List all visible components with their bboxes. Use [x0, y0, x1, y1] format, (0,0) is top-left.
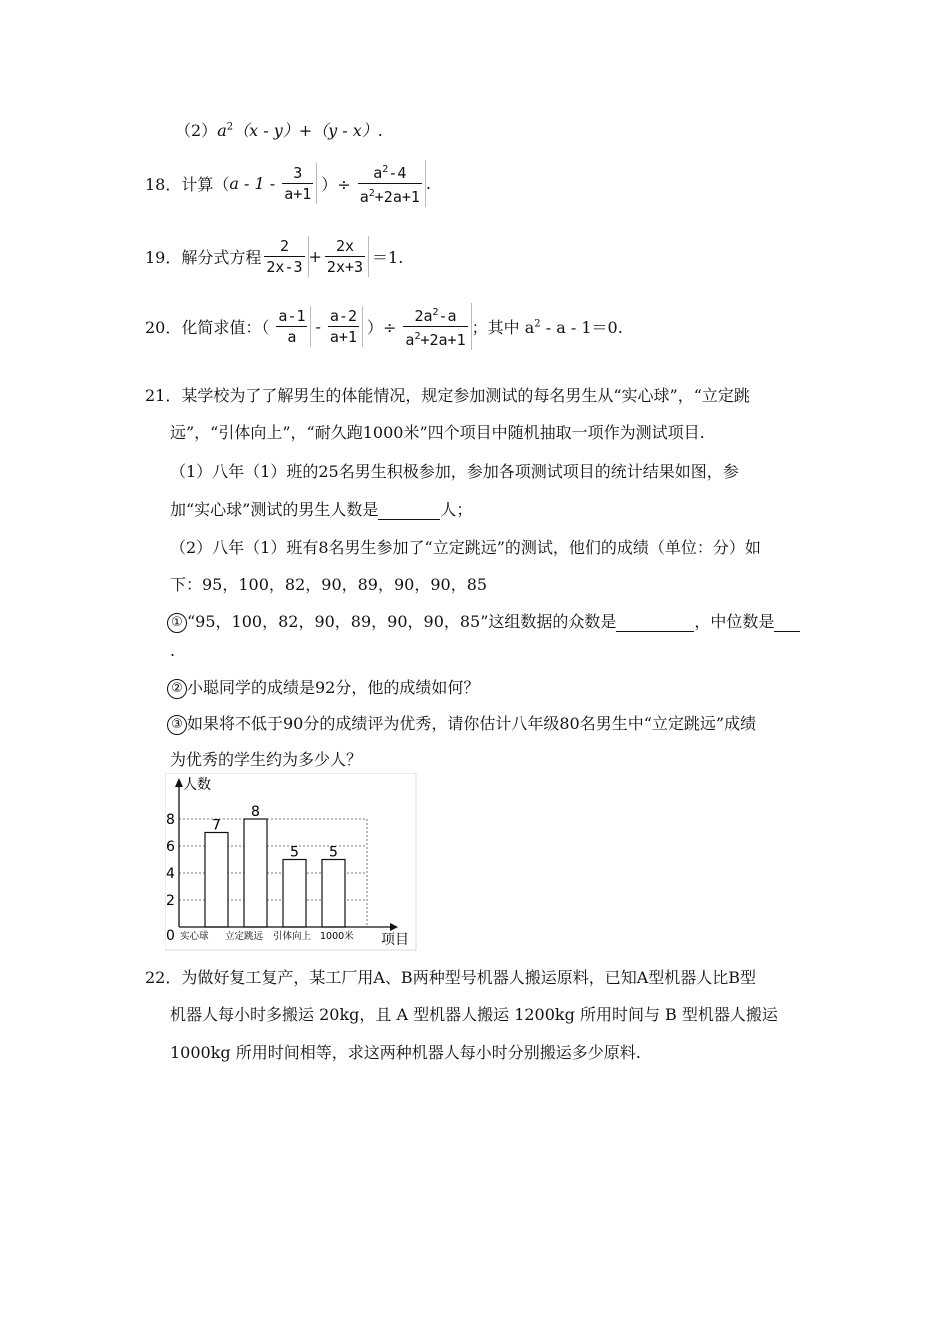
q20-label: 化简求值：（ [181, 318, 270, 337]
x-category-label: 引体向上 [273, 931, 312, 942]
q18-f1-denominator: a+1 [284, 185, 312, 203]
q18-f2-numerator: $a^2-4$ [373, 164, 407, 182]
bar-value-label: 8 [251, 804, 260, 820]
q20-fraction-1 [273, 306, 311, 347]
q18-label: 计算（ [181, 175, 230, 194]
q19-f1-numerator: 2 [279, 237, 289, 255]
q21-line-8: . [170, 641, 176, 660]
q22-line-2: 机器人每小时多搬运 20kg，且 A 型机器人搬运 1200kg 所用时间与 B 型机器人搬运 [170, 1005, 778, 1024]
bar-chart [165, 773, 417, 951]
q21-line-4: 加“实心球”测试的男生人数是 人； [170, 500, 473, 519]
q20-number: 20． [145, 318, 182, 337]
q21-circle-1: ① [167, 613, 187, 633]
bar-3 [322, 860, 345, 928]
q19-plus: + [308, 247, 322, 266]
q21-line-1: 21．某学校为了了解男生的体能情况，规定参加测试的每名男生从“实心球”，“立定跳 [145, 386, 750, 405]
bar-0 [205, 833, 228, 928]
q19-fraction-2 [322, 236, 369, 277]
q17-var-a: a [217, 121, 227, 140]
q21-number: 21． [145, 386, 182, 405]
bar-value-label: 5 [329, 844, 338, 861]
q21-blank-mode[interactable] [616, 612, 694, 632]
q20-minus: - [315, 317, 321, 336]
q19-end: ＝1. [372, 248, 404, 267]
y-tick-label: 2 [166, 893, 175, 909]
q20-fraction-3 [400, 303, 471, 350]
q18-f1-numerator: 3 [293, 164, 303, 182]
question-20 [145, 303, 623, 350]
q21-line-5: （2）八年（1）班有8名男生参加了“立定跳远”的测试，他们的成绩（单位：分）如 [170, 538, 761, 557]
y-tick-label: 6 [166, 839, 175, 855]
y-tick-label: 0 [166, 928, 175, 944]
bar-chart-svg [165, 773, 417, 951]
q21-line-2: 远”，“引体向上”，“耐久跑1000米”四个项目中随机抽取一项作为测试项目. [170, 423, 705, 442]
q20-f2-numerator: a-2 [329, 307, 357, 325]
q18-number: 18． [145, 175, 182, 194]
question-22 [145, 965, 825, 1085]
q21-blank-1[interactable] [378, 500, 440, 520]
bar-1 [244, 819, 267, 927]
bar-2 [283, 860, 306, 928]
q21-circle-2: ② [167, 679, 187, 699]
x-axis-label: 项目 [381, 932, 409, 948]
q17-exponent: 2 [226, 121, 234, 133]
q22-line-3: 1000kg 所用时间相等，求这两种机器人每小时分别搬运多少原料. [170, 1043, 641, 1062]
q19-number: 19． [145, 248, 182, 267]
q19-fraction-1 [261, 236, 308, 277]
q20-f1-numerator: a-1 [278, 307, 306, 325]
x-category-label: 立定跳远 [225, 931, 264, 942]
question-21 [145, 383, 825, 769]
q18-fraction-2 [355, 160, 426, 207]
q21-line-3: （1）八年（1）班的25名男生积极参加，参加各项测试项目的统计结果如图，参 [170, 462, 739, 481]
q20-f1-denominator: a [287, 328, 297, 346]
question-19 [145, 236, 403, 277]
x-category-label: 实心球 [180, 931, 209, 942]
q18-fraction-1 [279, 163, 317, 204]
q19-f2-denominator: 2x+3 [326, 258, 364, 276]
y-tick-label: 8 [166, 812, 175, 828]
q17-part2 [175, 118, 383, 141]
q20-divide: ）÷ [366, 318, 397, 337]
q20-fraction-2 [325, 306, 363, 347]
bar-value-label: 5 [290, 844, 299, 861]
y-tick-label: 4 [166, 866, 175, 882]
bar-value-label: 7 [212, 817, 221, 834]
y-axis-label: 人数 [183, 777, 211, 793]
q20-f3-denominator: $a^2+2a+1$ [405, 331, 466, 349]
q19-f2-numerator: 2x [335, 237, 355, 255]
q20-f3-numerator: $2a^2-a$ [414, 307, 457, 325]
q17-expression: （x - y）+（y - x）. [233, 121, 383, 140]
q18-end: . [425, 174, 432, 193]
q18-divide: ）÷ [321, 175, 351, 194]
q19-f1-denominator: 2x-3 [266, 258, 303, 276]
q20-f2-denominator: a+1 [329, 328, 357, 346]
q19-label: 解分式方程 [181, 248, 262, 267]
q18-expr-a: a - 1 - [229, 174, 276, 193]
q21-line-11: 为优秀的学生约为多少人？ [170, 750, 363, 769]
q21-circle-3: ③ [167, 715, 187, 735]
x-category-label: 1000米 [320, 931, 354, 942]
question-18 [145, 160, 431, 207]
q21-sub-1: ① “95，100，82，90，89，90，90，85”这组数据的众数是 ，中位数是 [167, 609, 800, 633]
q20-condition: ；其中 $a^2 - a - 1=0$. [471, 318, 623, 337]
q21-sub-2: ② 小聪同学的成绩是92分，他的成绩如何？ [167, 675, 479, 699]
q21-sub-3: ③ 如果将不低于90分的成绩评为优秀，请你估计八年级80名男生中“立定跳远”成绩 [167, 711, 756, 735]
q21-line-6: 下：95，100，82，90，89，90，90，85 [170, 575, 488, 594]
q18-f2-denominator: $a^2+2a+1$ [359, 188, 420, 206]
q22-line-1: 22．为做好复工复产，某工厂用A、B两种型号机器人搬运原料，已知A型机器人比B型 [145, 968, 757, 987]
q17-part-label: （2） [175, 121, 218, 140]
q21-blank-median[interactable] [774, 612, 800, 632]
